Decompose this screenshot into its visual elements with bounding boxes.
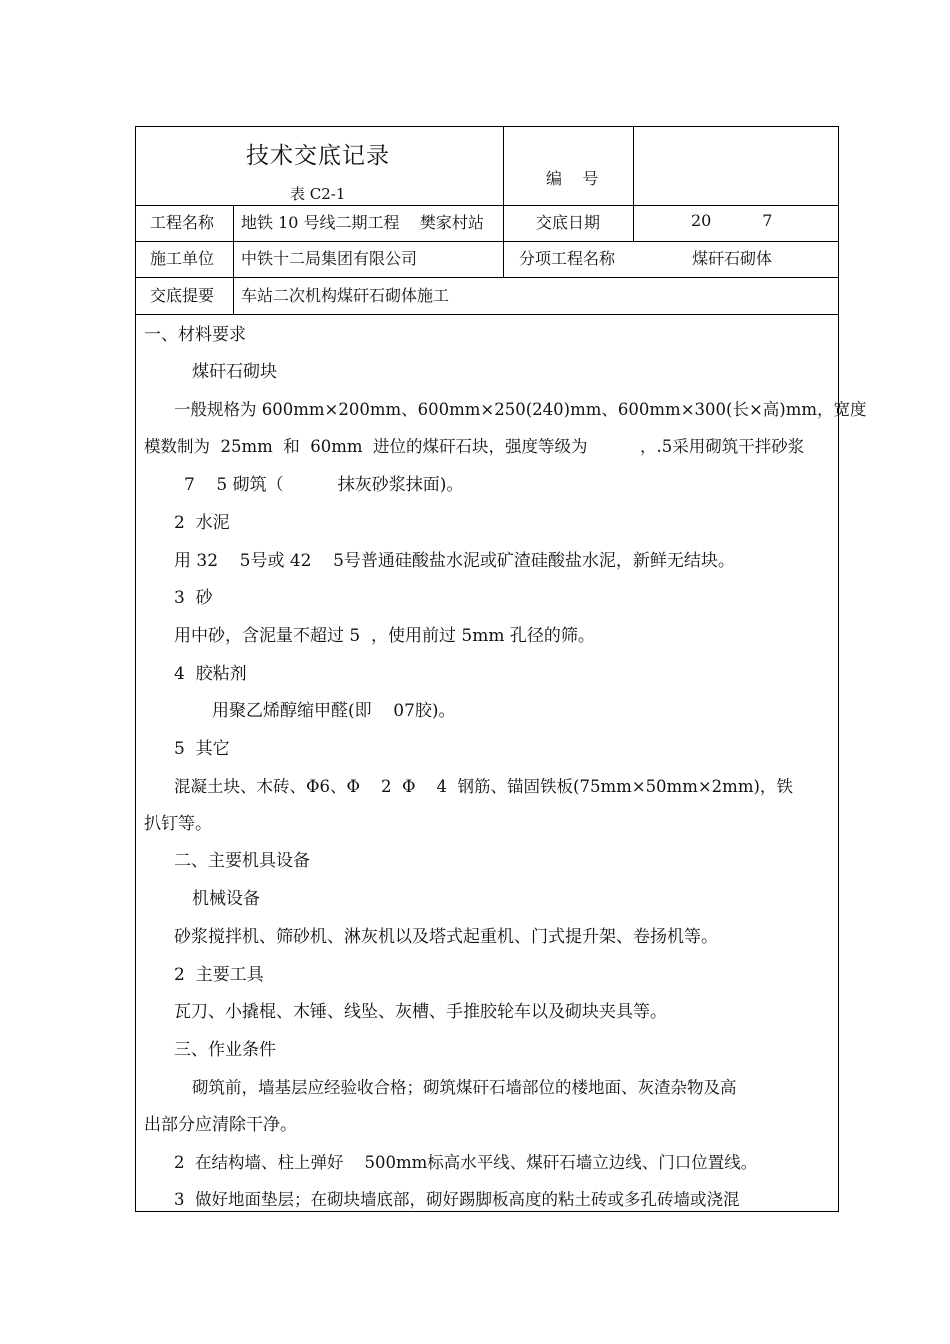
text-line: 用中砂，含泥量不超过 5 ，使用前过 5mm 孔径的筛。 [174,626,595,646]
row-divider [136,314,838,315]
date-label: 交底日期 [536,213,601,232]
section-heading: 三、作业条件 [174,1040,276,1060]
text-line: 扒钉等。 [144,814,212,834]
text-line: 瓦刀、小撬棍、木锤、线坠、灰槽、手推胶轮车以及砌块夹具等。 [174,1002,667,1022]
record-sheet [135,126,867,1212]
row-divider [136,205,838,206]
text-line: 2 主要工具 [174,965,264,985]
text-line: 模数制为 25mm 和 60mm 进位的煤矸石块，强度等级为 ，.5采用砌筑干拌砂浆 [144,437,805,456]
sub-project-value: 煤矸石砌体 [692,249,773,268]
column-divider [503,127,504,277]
text-line: 2 在结构墙、柱上弹好 500mm标高水平线、煤矸石墙立边线、门口位置线。 [174,1153,758,1172]
text-line: 砂浆搅拌机、筛砂机、淋灰机以及塔式起重机、门式提升架、卷扬机等。 [174,927,718,947]
form-number: 表 C2-1 [290,185,346,203]
text-line: 煤矸石砌块 [192,362,277,382]
text-line: 混凝土块、木砖、Φ6、Φ 2 Φ 4 钢筋、锚固铁板(75mm×50mm×2mm)，铁 [174,777,793,796]
column-divider [633,127,634,241]
summary-label: 交底提要 [150,286,215,305]
row-divider [136,241,838,242]
text-line: 4 胶粘剂 [174,664,247,684]
column-divider [233,205,234,314]
text-line: 用 32 5号或 42 5号普通硅酸盐水泥或矿渣硅酸盐水泥，新鲜无结块。 [174,551,735,571]
text-line: 2 水泥 [174,513,230,533]
sub-project-label: 分项工程名称 [519,249,616,268]
text-line: 3 做好地面垫层；在砌块墙底部，砌好踢脚板高度的粘土砖或多孔砖墙或浇混 [174,1190,740,1209]
text-line: 3 砂 [174,588,213,608]
summary-value: 车站二次机构煤矸石砌体施工 [241,286,450,305]
code-label: 编 号 [546,169,599,188]
project-value: 地铁 10 号线二期工程 樊家村站 [241,213,484,232]
row-divider [136,277,838,278]
date-value: 20 7 [691,211,773,230]
text-line: 砌筑前，墙基层应经验收合格；砌筑煤矸石墙部位的楼地面、灰渣杂物及高 [192,1078,737,1097]
section-heading: 一、材料要求 [144,325,246,345]
project-label: 工程名称 [150,213,215,232]
unit-value: 中铁十二局集团有限公司 [241,249,418,268]
text-line: 7 5 砌筑（ 抹灰砂浆抹面)。 [184,475,464,495]
text-line: 出部分应清除干净。 [144,1115,297,1135]
record-title: 技术交底记录 [246,143,390,169]
unit-label: 施工单位 [150,249,215,268]
text-line: 用聚乙烯醇缩甲醛(即 07胶)。 [212,701,456,721]
text-line: 一般规格为 600mm×200mm、600mm×250(240)mm、600mm×300(长×高)mm，宽度 [174,400,867,419]
section-heading: 二、主要机具设备 [174,851,310,871]
text-line: 5 其它 [174,739,230,759]
text-line: 机械设备 [192,889,260,909]
